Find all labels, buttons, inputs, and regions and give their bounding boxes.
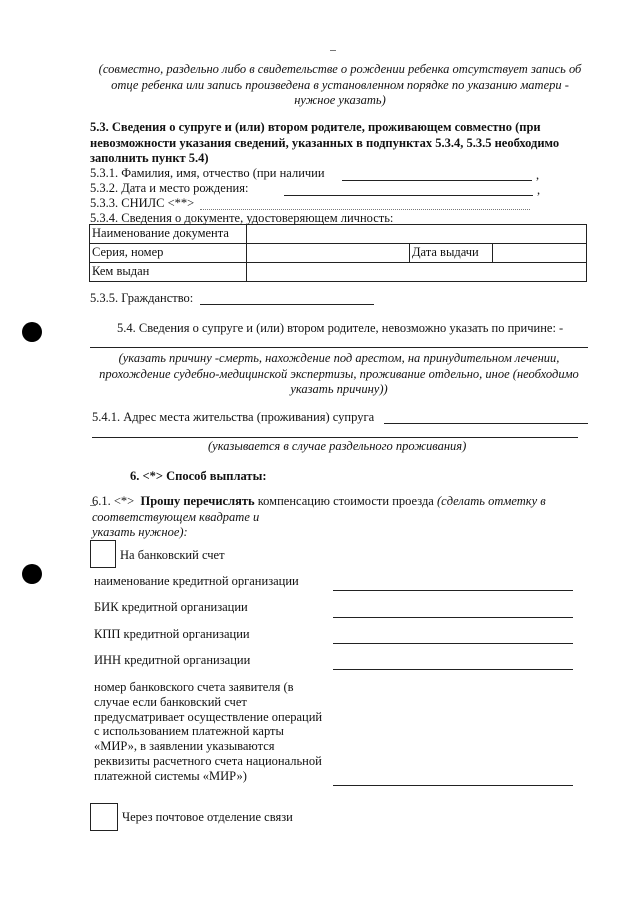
field-5-3-1-label: 5.3.1. Фамилия, имя, отчество (при наличии (90, 166, 325, 180)
section-5-4-hint-line3: указать причину)) (290, 382, 388, 397)
bank-acc-line4: с использованием платежной карты (94, 724, 284, 739)
field-5-4-1-hint: (указывается в случае раздельного проживания) (208, 439, 467, 453)
field-5-4-1-line[interactable] (384, 423, 588, 424)
field-5-3-2-line[interactable] (284, 195, 533, 196)
top-note (88, 62, 592, 109)
bank-inn-line[interactable] (333, 669, 573, 670)
section-6-1-italic2: соответствующем квадрате и (92, 509, 260, 524)
section-6-1-line1 (92, 494, 592, 510)
table-row (90, 225, 587, 244)
table-row (90, 263, 587, 282)
doc-name-value[interactable] (247, 225, 587, 244)
field-5-4-1-line2[interactable] (92, 437, 578, 438)
section-5-3-heading-line1: 5.3. Сведения о супруге и (или) втором родителе, проживающем совместно (при (90, 120, 541, 134)
binder-hole (22, 564, 42, 584)
field-5-3-2-label: 5.3.2. Дата и место рождения: (90, 181, 249, 195)
bank-kpp-label: КПП кредитной организации (94, 627, 250, 641)
doc-date-label: Дата выдачи (410, 244, 493, 263)
bank-bik-label: БИК кредитной организации (94, 600, 248, 614)
bank-acc-line7: платежной системы «МИР») (94, 768, 247, 783)
section-5-3-heading (90, 120, 590, 167)
section-6-1-prefix: 6.1. <*> (92, 494, 135, 508)
bank-kpp-line[interactable] (333, 643, 573, 644)
field-5-3-3-label: 5.3.3. СНИЛС <**> (90, 196, 195, 210)
bank-acc-line1: номер банковского счета заявителя (в (94, 680, 294, 694)
section-5-4-hint (90, 351, 588, 398)
section-6-1-bold: Прошу перечислять (140, 494, 255, 508)
bank-acc-line5: «МИР», в заявлении указываются (94, 739, 275, 753)
section-6-1-rest: компенсацию стоимости проезда (257, 494, 434, 508)
section-5-4-hint-line2: прохождение судебно-медицинской экспертизы, проживание отдельно, иное (необходимо (99, 366, 579, 381)
bank-org-name-label: наименование кредитной организации (94, 574, 299, 588)
binder-hole (22, 322, 42, 342)
post-office-label: Через почтовое отделение связи (122, 810, 293, 824)
bank-bik-line[interactable] (333, 617, 573, 618)
section-6-1-italic3: указать нужное): (92, 525, 188, 540)
section-5-3-heading-line2: невозможности указания сведений, указанных в подпунктах 5.3.4, 5.3.5 необходимо (90, 135, 560, 150)
top-note-line2: отце ребенка или запись произведена в установленном порядке по указанию матери - (111, 77, 569, 92)
bank-account-label: На банковский счет (120, 548, 225, 562)
section-6-title: 6. <*> Способ выплаты: (130, 469, 267, 483)
section-5-4-hint-line1: (указать причину -смерть, нахождение под арестом, на принудительном лечении, (118, 351, 560, 365)
bank-acc-line3: предусматривает осуществление операций (94, 709, 323, 724)
post-office-checkbox[interactable] (90, 803, 118, 831)
field-5-4-line[interactable] (90, 347, 588, 348)
section-5-3-heading-line3: заполнить пункт 5.4) (90, 151, 209, 166)
doc-series-label: Серия, номер (90, 244, 247, 263)
scan-mark (330, 50, 336, 51)
field-5-3-3-line[interactable] (200, 209, 530, 210)
doc-date-value[interactable] (493, 244, 587, 263)
field-5-4-1-label: 5.4.1. Адрес места жительства (проживания) супруга (92, 410, 375, 424)
table-row (90, 244, 587, 263)
field-5-3-5-label: 5.3.5. Гражданство: (90, 291, 194, 305)
doc-issued-label: Кем выдан (90, 263, 247, 282)
bank-inn-label: ИНН кредитной организации (94, 653, 251, 667)
top-note-line3: нужное указать) (294, 93, 386, 108)
bank-account-checkbox[interactable] (90, 540, 116, 568)
section-6-1-paragraph (92, 494, 592, 541)
identity-document-table (89, 224, 587, 282)
section-6-1-italic1: (сделать отметку в (436, 494, 546, 508)
bank-account-number-line[interactable] (333, 785, 573, 786)
section-5-4-text: 5.4. Сведения о супруге и (или) втором родителе, невозможно указать по причине: - (117, 321, 564, 335)
comma: , (537, 183, 541, 197)
field-5-3-4-label: 5.3.4. Сведения о документе, удостоверяющем личность: (90, 211, 394, 225)
bank-org-name-line[interactable] (333, 590, 573, 591)
field-5-3-1-line[interactable] (342, 180, 532, 181)
top-note-line1: (совместно, раздельно либо в свидетельстве о рождении ребенка отсутствует запись об (98, 62, 582, 76)
doc-issued-value[interactable] (247, 263, 587, 282)
field-5-3-5-line[interactable] (200, 304, 374, 305)
doc-series-value[interactable] (247, 244, 410, 263)
bank-acc-line2: случае если банковский счет (94, 694, 247, 709)
bank-acc-line6: реквизиты расчетного счета национальной (94, 753, 322, 768)
bank-account-number-label (94, 680, 334, 783)
doc-name-label: Наименование документа (90, 225, 247, 244)
comma: , (536, 168, 540, 182)
